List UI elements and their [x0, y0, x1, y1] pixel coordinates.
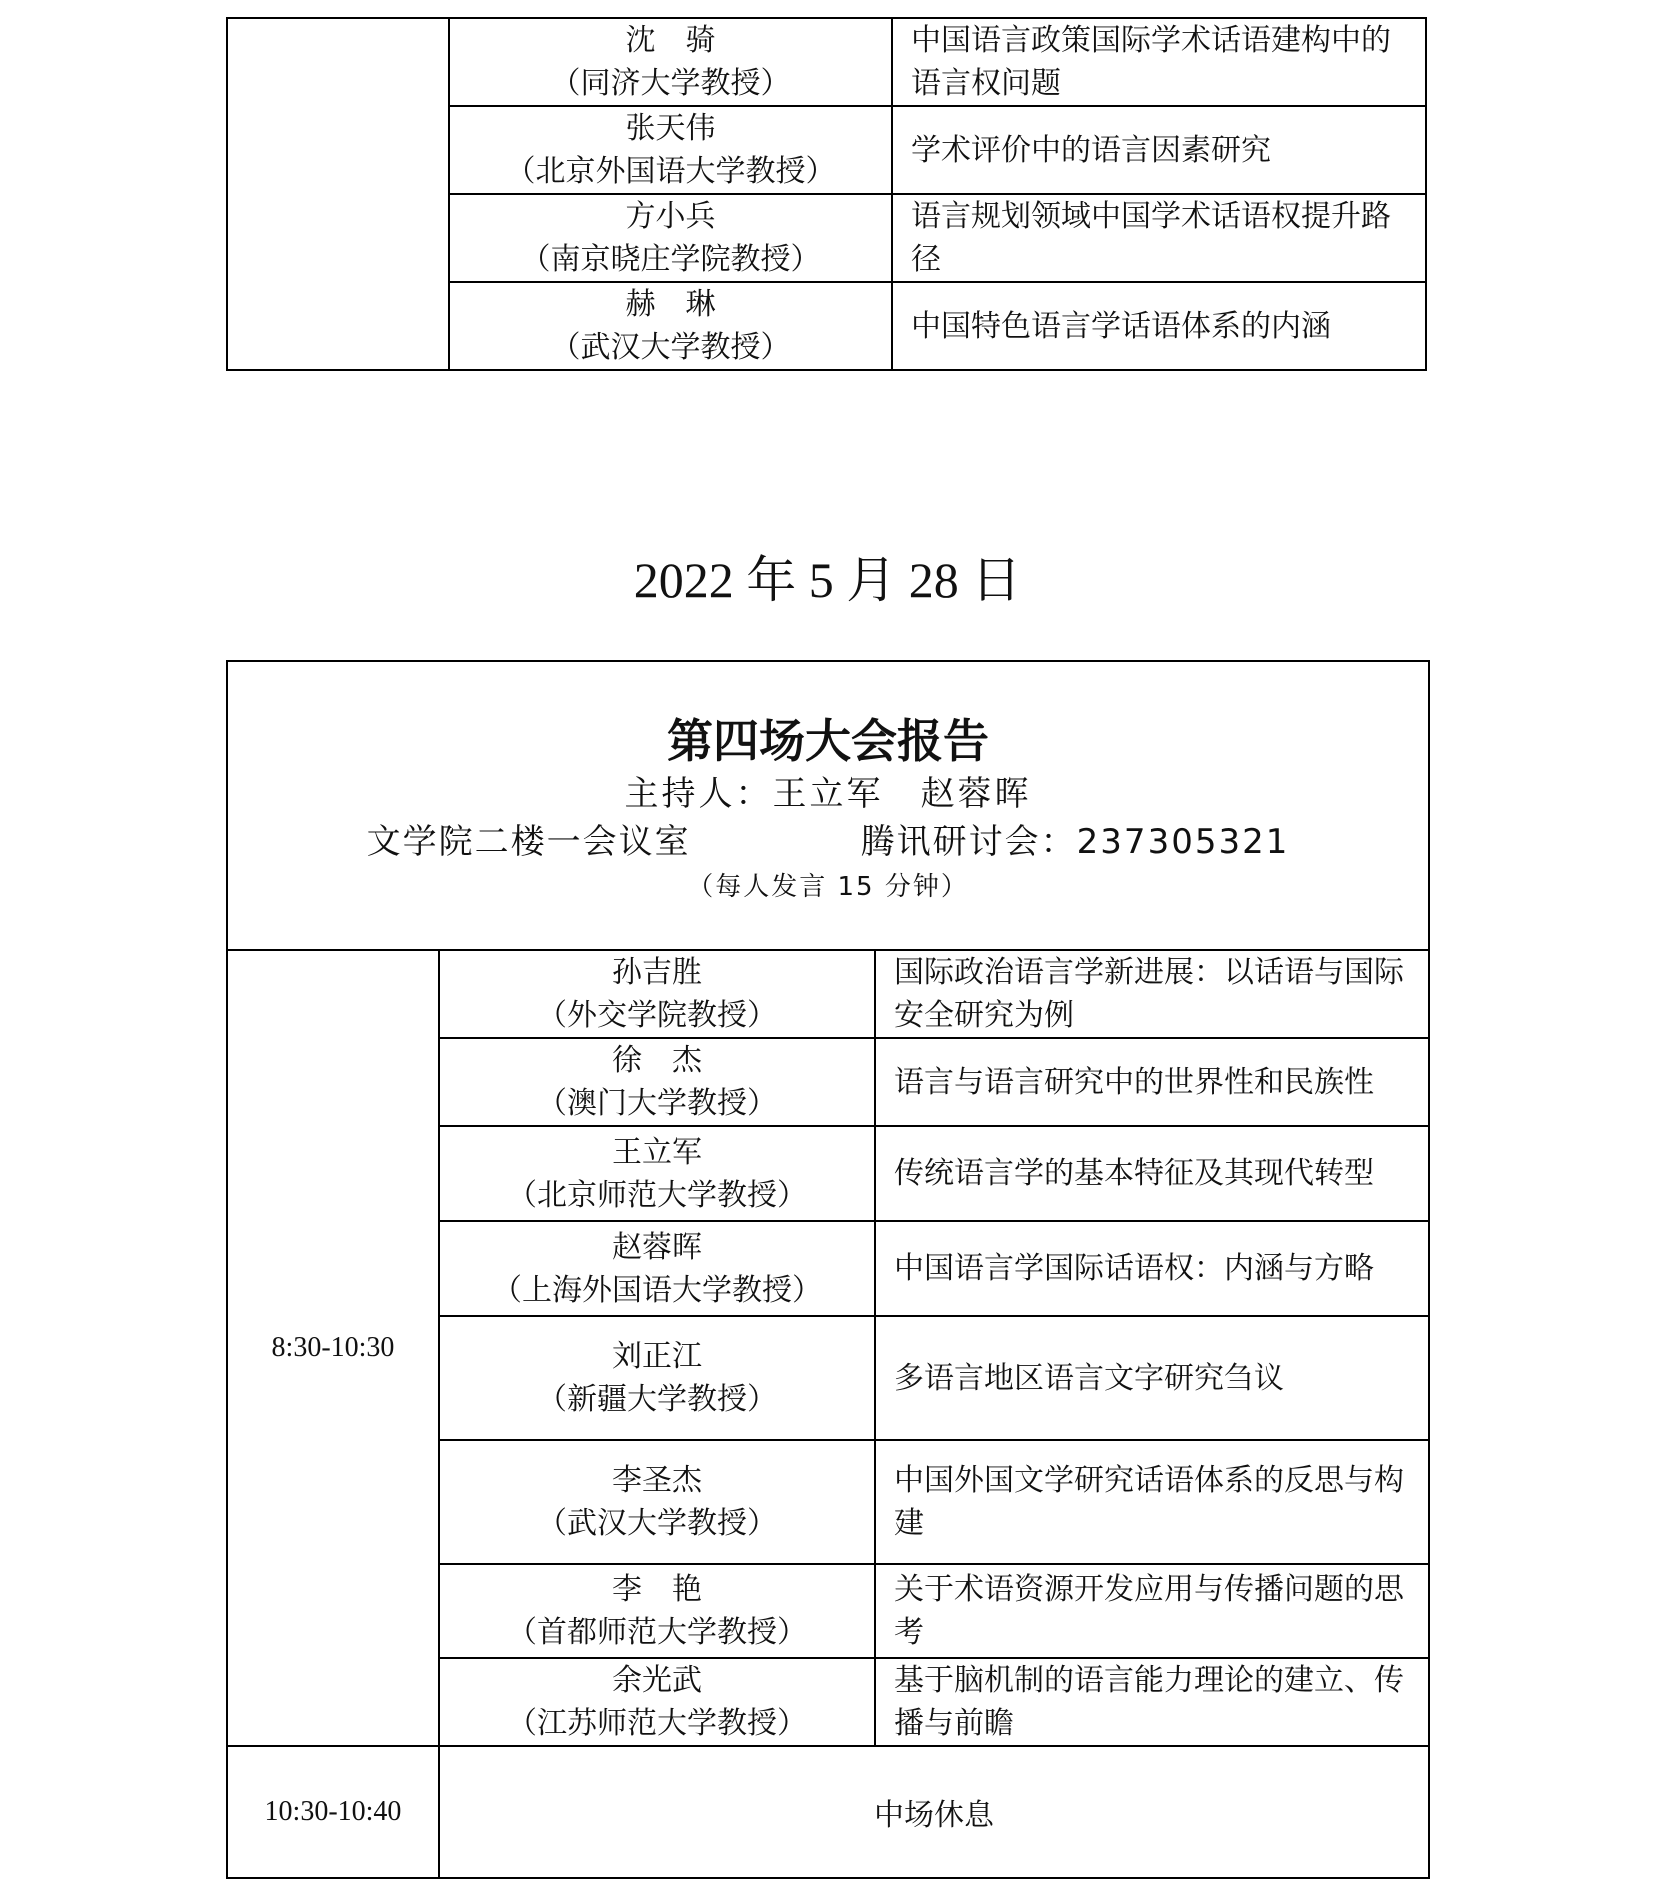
date-heading: 2022 年 5 月 28 日	[633, 552, 1022, 608]
talk-topic: 语言与语言研究中的世界性和民族性	[875, 1038, 1429, 1126]
speaker-name: 孙吉胜	[612, 955, 702, 990]
speaker-name: 徐 杰	[612, 1043, 702, 1078]
time-cell-empty	[227, 18, 449, 370]
speaker-affiliation: （上海外国语大学教授）	[492, 1272, 822, 1308]
speaker-name: 赵蓉晖	[612, 1229, 702, 1265]
speaker-affiliation: （武汉大学教授）	[537, 1506, 777, 1541]
time-cell: 8:30-10:30	[227, 950, 439, 1746]
speaker-name: 张天伟	[625, 111, 716, 146]
speaker-cell	[449, 282, 892, 370]
speaker-cell	[439, 1221, 875, 1316]
speaker-name: 沈 骑	[625, 23, 716, 58]
speaker-affiliation: （北京外国语大学教授）	[505, 154, 836, 189]
session-title: 第四场大会报告	[667, 713, 990, 768]
session-venue: 文学院二楼一会议室	[366, 821, 691, 862]
speaker-name: 方小兵	[625, 199, 716, 234]
previous-session-table	[226, 17, 1427, 371]
session-note: （每人发言 15 分钟）	[687, 871, 969, 902]
talk-topic: 国际政治语言学新进展：以话语与国际安全研究为例	[875, 950, 1429, 1038]
speaker-cell	[439, 1564, 875, 1658]
talk-topic: 语言规划领域中国学术话语权提升路径	[892, 194, 1426, 282]
speaker-name: 王立军	[612, 1134, 702, 1170]
speaker-cell	[439, 1658, 875, 1746]
speaker-name: 李圣杰	[612, 1463, 702, 1498]
table-row	[227, 950, 1429, 1038]
talk-topic: 关于术语资源开发应用与传播问题的思考	[875, 1564, 1429, 1658]
speaker-cell	[449, 18, 892, 106]
break-row	[227, 1746, 1429, 1878]
speaker-affiliation: （新疆大学教授）	[537, 1382, 777, 1417]
venue-line	[228, 817, 1428, 867]
talk-topic: 传统语言学的基本特征及其现代转型	[875, 1126, 1429, 1221]
speaker-affiliation: （江苏师范大学教授）	[507, 1706, 807, 1741]
speaker-name: 李 艳	[612, 1572, 702, 1607]
speaker-cell	[439, 1126, 875, 1221]
speaker-affiliation: （澳门大学教授）	[537, 1086, 777, 1121]
session-header-row	[227, 661, 1429, 950]
talk-topic: 学术评价中的语言因素研究	[892, 106, 1426, 194]
talk-topic: 基于脑机制的语言能力理论的建立、传播与前瞻	[875, 1658, 1429, 1746]
speaker-affiliation: （南京晓庄学院教授）	[520, 242, 821, 277]
speaker-name: 余光武	[612, 1663, 702, 1698]
talk-topic: 多语言地区语言文字研究刍议	[875, 1316, 1429, 1440]
break-time-cell: 10:30-10:40	[227, 1746, 439, 1878]
talk-topic: 中国语言政策国际学术话语建构中的语言权问题	[892, 18, 1426, 106]
talk-topic: 中国特色语言学话语体系的内涵	[892, 282, 1426, 370]
speaker-affiliation: （同济大学教授）	[550, 66, 791, 101]
speaker-cell	[439, 950, 875, 1038]
session-header	[227, 661, 1429, 950]
session-hosts: 主持人：王立军 赵蓉晖	[624, 773, 1032, 814]
speaker-affiliation: （武汉大学教授）	[550, 330, 791, 365]
speaker-cell	[439, 1316, 875, 1440]
speaker-affiliation: （首都师范大学教授）	[507, 1615, 807, 1650]
speaker-affiliation: （外交学院教授）	[537, 998, 777, 1033]
tencent-meeting-id: 腾讯研讨会：237305321	[860, 821, 1290, 862]
speaker-cell	[439, 1440, 875, 1564]
break-label: 中场休息	[439, 1746, 1429, 1878]
talk-topic: 中国语言学国际话语权：内涵与方略	[875, 1221, 1429, 1316]
talk-topic: 中国外国文学研究话语体系的反思与构建	[875, 1440, 1429, 1564]
speaker-cell	[449, 194, 892, 282]
speaker-cell	[449, 106, 892, 194]
table-row	[227, 18, 1426, 106]
speaker-name: 刘正江	[612, 1339, 702, 1374]
speaker-affiliation: （北京师范大学教授）	[507, 1177, 807, 1213]
speaker-name: 赫 琳	[625, 287, 716, 322]
speaker-cell	[439, 1038, 875, 1126]
session-table	[226, 660, 1430, 1879]
